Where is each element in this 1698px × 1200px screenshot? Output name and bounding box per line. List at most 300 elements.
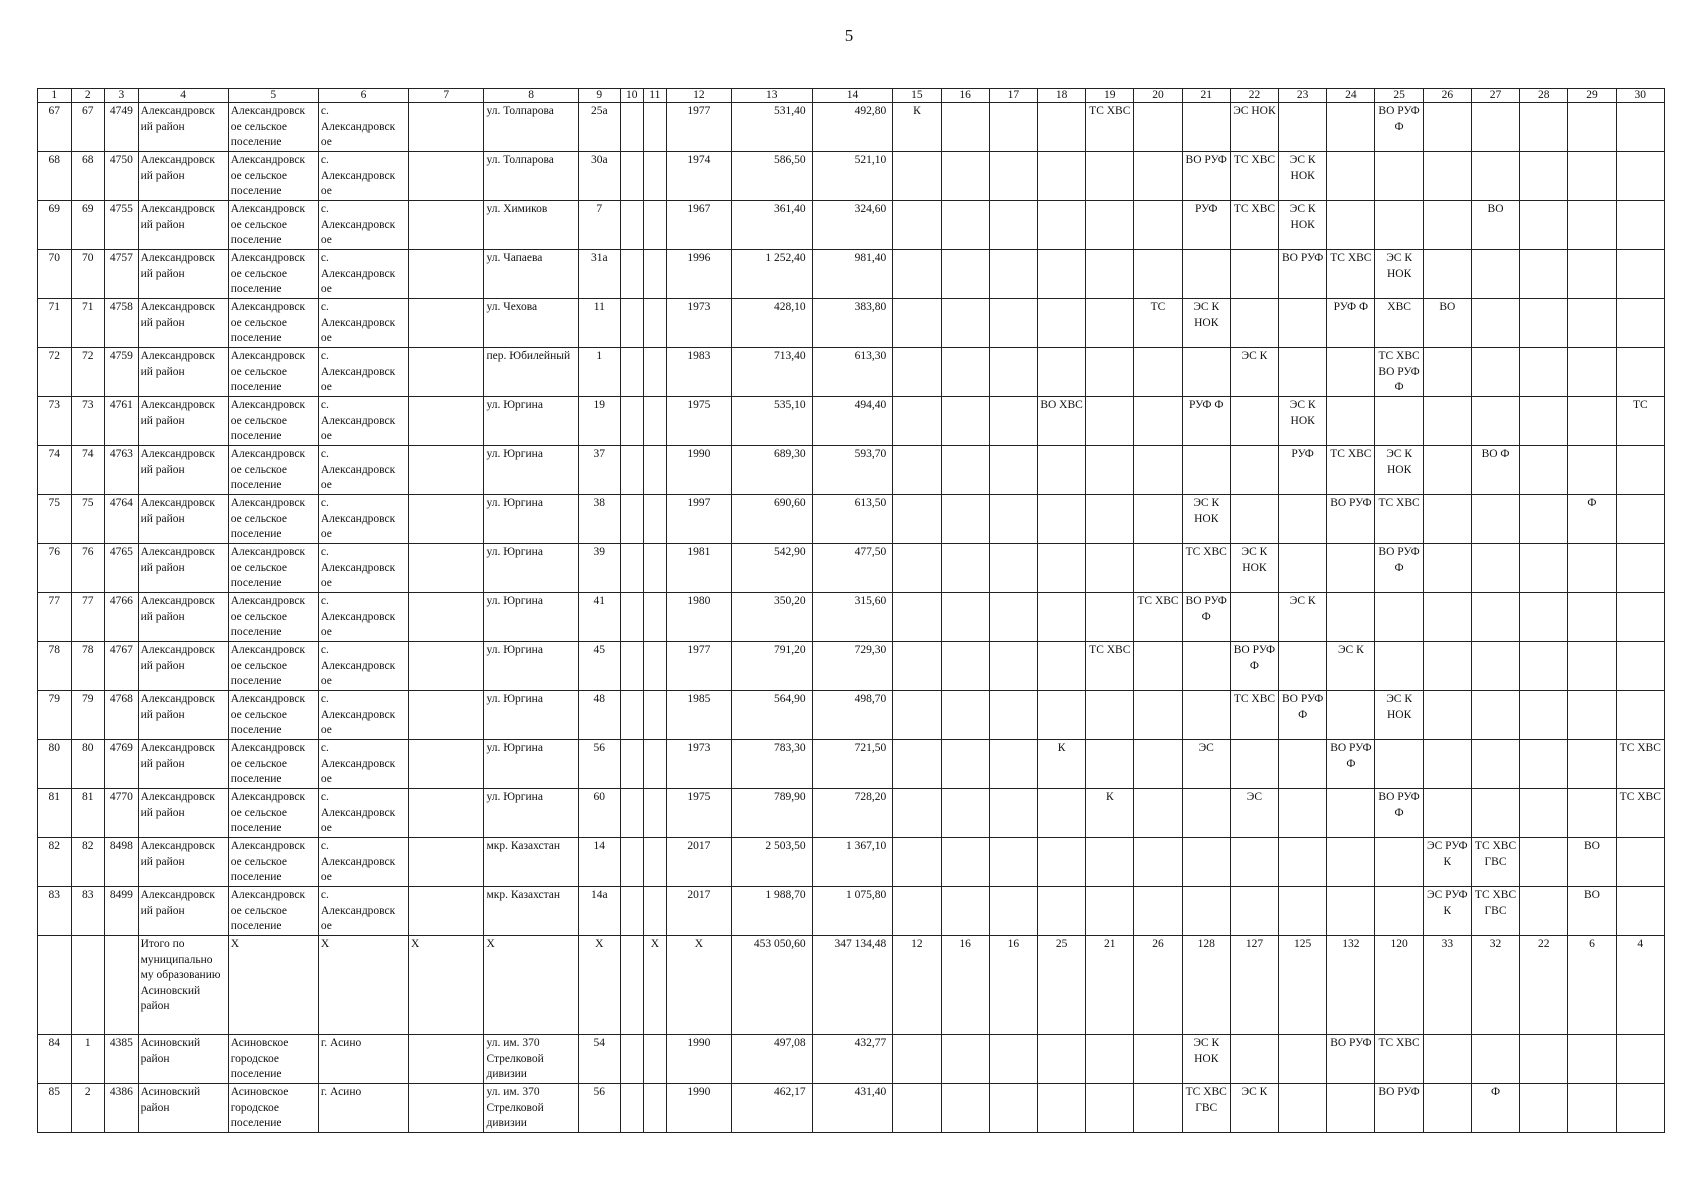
column-header-3: 3 (105, 89, 139, 103)
table-row (38, 593, 1665, 642)
table-cell-col-9: 48 (578, 691, 620, 740)
table-cell-col-19: ТС ХВС (1086, 103, 1134, 152)
table-cell-col-10 (620, 936, 643, 1035)
table-cell-col-2: 73 (71, 397, 105, 446)
table-cell-col-28 (1520, 495, 1568, 544)
table-cell-col-22: 127 (1230, 936, 1278, 1035)
table-cell-col-5: Александровск ое сельское поселение (228, 740, 318, 789)
table-cell-col-13: 1 988,70 (731, 887, 812, 936)
header-row (38, 89, 1665, 103)
table-cell-col-28 (1520, 838, 1568, 887)
table-cell-col-20 (1134, 201, 1182, 250)
table-cell-col-13: 542,90 (731, 544, 812, 593)
table-cell-col-28 (1520, 1035, 1568, 1084)
table-row (38, 1084, 1665, 1133)
table-cell-col-16 (941, 348, 989, 397)
table-cell-col-23 (1279, 642, 1327, 691)
table-cell-col-20 (1134, 691, 1182, 740)
table-cell-col-14: 383,80 (812, 299, 893, 348)
table-cell-col-23: ЭС К НОК (1279, 201, 1327, 250)
table-cell-col-23 (1279, 495, 1327, 544)
table-cell-col-20 (1134, 1035, 1182, 1084)
table-cell-col-13: 791,20 (731, 642, 812, 691)
table-cell-col-16 (941, 397, 989, 446)
column-header-10: 10 (620, 89, 643, 103)
table-cell-col-24 (1327, 544, 1375, 593)
table-cell-col-28 (1520, 446, 1568, 495)
table-cell-col-1: 82 (38, 838, 72, 887)
table-cell-col-7 (409, 348, 484, 397)
table-cell-col-16 (941, 250, 989, 299)
table-cell-col-25 (1375, 397, 1423, 446)
table-cell-col-3 (105, 936, 139, 1035)
table-cell-col-5: Асиновское городское поселение (228, 1084, 318, 1133)
table-row (38, 250, 1665, 299)
table-cell-col-23: ЭС К НОК (1279, 152, 1327, 201)
table-cell-col-14: 432,77 (812, 1035, 893, 1084)
table-cell-col-6: с. Александровск ое (318, 152, 408, 201)
table-cell-col-7 (409, 838, 484, 887)
table-cell-col-9: 56 (578, 1084, 620, 1133)
table-cell-col-14: 347 134,48 (812, 936, 893, 1035)
table-cell-col-19 (1086, 495, 1134, 544)
table-cell-col-6: с. Александровск ое (318, 789, 408, 838)
table-cell-col-30 (1616, 201, 1664, 250)
table-cell-col-8: ул. Толпарова (484, 152, 578, 201)
table-cell-col-25 (1375, 887, 1423, 936)
table-cell-col-13: 453 050,60 (731, 936, 812, 1035)
table-cell-col-8: ул. Юргина (484, 642, 578, 691)
table-cell-col-30 (1616, 446, 1664, 495)
table-cell-col-28 (1520, 1084, 1568, 1133)
column-header-24: 24 (1327, 89, 1375, 103)
table-cell-col-14: 494,40 (812, 397, 893, 446)
table-cell-col-13: 350,20 (731, 593, 812, 642)
table-cell-col-22: ЭС К (1230, 348, 1278, 397)
table-cell-col-28: 22 (1520, 936, 1568, 1035)
page-number: 5 (844, 26, 854, 45)
table-cell-col-1: 77 (38, 593, 72, 642)
table-cell-col-25: ВО РУФ Ф (1375, 544, 1423, 593)
table-cell-col-2: 70 (71, 250, 105, 299)
table-cell-col-8: ул. Юргина (484, 593, 578, 642)
table-cell-col-2: 77 (71, 593, 105, 642)
table-cell-col-13: 531,40 (731, 103, 812, 152)
table-cell-col-21: 128 (1182, 936, 1230, 1035)
table-cell-col-17 (989, 446, 1037, 495)
table-cell-col-27 (1471, 740, 1519, 789)
table-cell-col-20: ТС ХВС (1134, 593, 1182, 642)
table-cell-col-21: РУФ Ф (1182, 397, 1230, 446)
table-cell-col-13: 783,30 (731, 740, 812, 789)
table-cell-col-17 (989, 152, 1037, 201)
table-cell-col-5: Александровск ое сельское поселение (228, 397, 318, 446)
table-cell-col-30 (1616, 299, 1664, 348)
table-cell-col-20 (1134, 838, 1182, 887)
table-cell-col-17 (989, 250, 1037, 299)
table-cell-col-15 (893, 250, 941, 299)
table-cell-col-4: Александровск ий район (138, 691, 228, 740)
table-cell-col-23 (1279, 348, 1327, 397)
table-cell-col-29 (1568, 299, 1616, 348)
table-cell-col-11 (643, 495, 666, 544)
table-cell-col-23 (1279, 1035, 1327, 1084)
table-cell-col-28 (1520, 789, 1568, 838)
table-cell-col-26 (1423, 593, 1471, 642)
table-cell-col-20 (1134, 103, 1182, 152)
table-cell-col-3: 4385 (105, 1035, 139, 1084)
table-cell-col-21: РУФ (1182, 201, 1230, 250)
table-cell-col-11 (643, 642, 666, 691)
table-cell-col-3: 4765 (105, 544, 139, 593)
table-cell-col-21 (1182, 887, 1230, 936)
table-cell-col-17 (989, 1084, 1037, 1133)
table-cell-col-11 (643, 397, 666, 446)
table-cell-col-30 (1616, 103, 1664, 152)
table-cell-col-12: 2017 (666, 838, 731, 887)
table-cell-col-10 (620, 642, 643, 691)
table-cell-col-4: Асиновский район (138, 1084, 228, 1133)
table-cell-col-9: 38 (578, 495, 620, 544)
table-cell-col-8: ул. Химиков (484, 201, 578, 250)
column-header-15: 15 (893, 89, 941, 103)
table-cell-col-13: 1 252,40 (731, 250, 812, 299)
table-cell-col-27 (1471, 495, 1519, 544)
table-cell-col-29 (1568, 446, 1616, 495)
table-cell-col-9: 31а (578, 250, 620, 299)
table-cell-col-4: Александровск ий район (138, 887, 228, 936)
table-cell-col-16 (941, 789, 989, 838)
table-cell-col-20 (1134, 446, 1182, 495)
table-cell-col-5: Александровск ое сельское поселение (228, 838, 318, 887)
table-cell-col-9: 37 (578, 446, 620, 495)
table-cell-col-29: Ф (1568, 495, 1616, 544)
table-cell-col-9: 45 (578, 642, 620, 691)
table-cell-col-21 (1182, 691, 1230, 740)
table-cell-col-19 (1086, 250, 1134, 299)
table-cell-col-14: 613,50 (812, 495, 893, 544)
table-cell-col-10 (620, 397, 643, 446)
table-cell-col-24 (1327, 152, 1375, 201)
table-cell-col-14: 492,80 (812, 103, 893, 152)
table-cell-col-2: 78 (71, 642, 105, 691)
table-cell-col-4: Александровск ий район (138, 740, 228, 789)
table-row (38, 152, 1665, 201)
table-cell-col-5: Александровск ое сельское поселение (228, 152, 318, 201)
table-cell-col-18 (1037, 250, 1085, 299)
table-row (38, 740, 1665, 789)
table-cell-col-3: 4757 (105, 250, 139, 299)
table-cell-col-28 (1520, 593, 1568, 642)
table-cell-col-14: 315,60 (812, 593, 893, 642)
table-cell-col-8: ул. Чапаева (484, 250, 578, 299)
table-cell-col-25: ХВС (1375, 299, 1423, 348)
table-cell-col-26 (1423, 740, 1471, 789)
table-cell-col-29 (1568, 642, 1616, 691)
column-header-25: 25 (1375, 89, 1423, 103)
table-cell-col-11 (643, 299, 666, 348)
table-cell-col-4: Александровск ий район (138, 642, 228, 691)
table-cell-col-30: ТС ХВС (1616, 789, 1664, 838)
table-cell-col-12: 1990 (666, 1035, 731, 1084)
table-cell-col-18 (1037, 103, 1085, 152)
table-cell-col-11 (643, 789, 666, 838)
column-header-6: 6 (318, 89, 408, 103)
table-cell-col-5: Асиновское городское поселение (228, 1035, 318, 1084)
table-cell-col-21: ЭС К НОК (1182, 1035, 1230, 1084)
table-cell-col-9: 60 (578, 789, 620, 838)
table-cell-col-25 (1375, 593, 1423, 642)
table-cell-col-19 (1086, 299, 1134, 348)
table-cell-col-1: 67 (38, 103, 72, 152)
table-cell-col-19 (1086, 593, 1134, 642)
table-cell-col-13: 462,17 (731, 1084, 812, 1133)
table-cell-col-25: ВО РУФ Ф (1375, 103, 1423, 152)
table-cell-col-9: 19 (578, 397, 620, 446)
column-header-18: 18 (1037, 89, 1085, 103)
table-cell-col-21: ВО РУФ Ф (1182, 593, 1230, 642)
table-cell-col-16 (941, 201, 989, 250)
table-cell-col-29 (1568, 789, 1616, 838)
table-cell-col-11 (643, 103, 666, 152)
table-cell-col-1: 70 (38, 250, 72, 299)
table-cell-col-3: 4769 (105, 740, 139, 789)
table-cell-col-15 (893, 152, 941, 201)
table-cell-col-17 (989, 593, 1037, 642)
table-cell-col-12: 1980 (666, 593, 731, 642)
table-cell-col-15 (893, 740, 941, 789)
column-header-23: 23 (1279, 89, 1327, 103)
table-cell-col-25: ЭС К НОК (1375, 446, 1423, 495)
table-cell-col-25: ВО РУФ Ф (1375, 789, 1423, 838)
table-row (38, 103, 1665, 152)
table-cell-col-11 (643, 201, 666, 250)
table-cell-col-7: Х (409, 936, 484, 1035)
table-cell-col-16 (941, 691, 989, 740)
table-cell-col-4: Александровск ий район (138, 103, 228, 152)
table-cell-col-23 (1279, 789, 1327, 838)
table-cell-col-2: 72 (71, 348, 105, 397)
table-cell-col-1: 72 (38, 348, 72, 397)
table-cell-col-12: 1974 (666, 152, 731, 201)
table-cell-col-1: 73 (38, 397, 72, 446)
table-cell-col-26 (1423, 152, 1471, 201)
table-cell-col-23 (1279, 887, 1327, 936)
table-cell-col-13: 361,40 (731, 201, 812, 250)
table-cell-col-3: 4750 (105, 152, 139, 201)
table-cell-col-25: ЭС К НОК (1375, 691, 1423, 740)
table-cell-col-25: 120 (1375, 936, 1423, 1035)
table-cell-col-18: ВО ХВС (1037, 397, 1085, 446)
table-cell-col-28 (1520, 348, 1568, 397)
table-cell-col-22: ТС ХВС (1230, 691, 1278, 740)
table-cell-col-5: Александровск ое сельское поселение (228, 299, 318, 348)
table-cell-col-28 (1520, 691, 1568, 740)
table-cell-col-29 (1568, 152, 1616, 201)
table-cell-col-24 (1327, 789, 1375, 838)
table-cell-col-15: 12 (893, 936, 941, 1035)
table-cell-col-1: 79 (38, 691, 72, 740)
table-cell-col-21 (1182, 446, 1230, 495)
table-cell-col-10 (620, 887, 643, 936)
table-cell-col-11 (643, 1084, 666, 1133)
table-cell-col-4: Александровск ий район (138, 250, 228, 299)
table-cell-col-22: ЭС (1230, 789, 1278, 838)
table-cell-col-22: ЭС К НОК (1230, 544, 1278, 593)
table-cell-col-23: ВО РУФ Ф (1279, 691, 1327, 740)
table-cell-col-16 (941, 1035, 989, 1084)
table-cell-col-2: 68 (71, 152, 105, 201)
table-cell-col-20 (1134, 789, 1182, 838)
table-cell-col-7 (409, 201, 484, 250)
table-cell-col-10 (620, 201, 643, 250)
table-cell-col-17 (989, 691, 1037, 740)
table-cell-col-24: ЭС К (1327, 642, 1375, 691)
table-cell-col-3: 4758 (105, 299, 139, 348)
table-cell-col-26: ВО (1423, 299, 1471, 348)
column-header-13: 13 (731, 89, 812, 103)
table-cell-col-30 (1616, 691, 1664, 740)
table-cell-col-20: ТС (1134, 299, 1182, 348)
table-cell-col-23 (1279, 544, 1327, 593)
table-cell-col-6: с. Александровск ое (318, 397, 408, 446)
table-cell-col-12: 1997 (666, 495, 731, 544)
table-cell-col-11 (643, 152, 666, 201)
table-cell-col-27 (1471, 593, 1519, 642)
table-cell-col-8: ул. им. 370 Стрелковой дивизии (484, 1035, 578, 1084)
table-cell-col-23: 125 (1279, 936, 1327, 1035)
table-cell-col-27 (1471, 1035, 1519, 1084)
table-cell-col-9: 14а (578, 887, 620, 936)
table-cell-col-16 (941, 642, 989, 691)
table-cell-col-30 (1616, 495, 1664, 544)
table-cell-col-18 (1037, 495, 1085, 544)
table-cell-col-26 (1423, 544, 1471, 593)
table-cell-col-4: Асиновский район (138, 1035, 228, 1084)
table-cell-col-10 (620, 740, 643, 789)
table-cell-col-5: Александровск ое сельское поселение (228, 250, 318, 299)
table-cell-col-8: ул. Чехова (484, 299, 578, 348)
table-cell-col-30 (1616, 593, 1664, 642)
column-header-14: 14 (812, 89, 893, 103)
table-cell-col-8: ул. Толпарова (484, 103, 578, 152)
table-cell-col-13: 789,90 (731, 789, 812, 838)
table-row (38, 446, 1665, 495)
table-cell-col-26 (1423, 1084, 1471, 1133)
table-cell-col-26: ЭС РУФ К (1423, 838, 1471, 887)
table-cell-col-2: 2 (71, 1084, 105, 1133)
table-cell-col-8: ул. Юргина (484, 397, 578, 446)
table-cell-col-27: ВО (1471, 201, 1519, 250)
table-cell-col-4: Александровск ий район (138, 397, 228, 446)
table-cell-col-21 (1182, 103, 1230, 152)
table-cell-col-5: Александровск ое сельское поселение (228, 495, 318, 544)
table-cell-col-7 (409, 1084, 484, 1133)
table-cell-col-15 (893, 887, 941, 936)
table-cell-col-10 (620, 103, 643, 152)
table-cell-col-17 (989, 201, 1037, 250)
table-cell-col-24: ТС ХВС (1327, 446, 1375, 495)
table-cell-col-4: Александровск ий район (138, 446, 228, 495)
table-cell-col-11 (643, 544, 666, 593)
table-cell-col-23: РУФ (1279, 446, 1327, 495)
table-cell-col-26 (1423, 201, 1471, 250)
table-cell-col-15 (893, 544, 941, 593)
table-cell-col-25: ЭС К НОК (1375, 250, 1423, 299)
table-cell-col-5: Александровск ое сельское поселение (228, 691, 318, 740)
table-cell-col-11 (643, 838, 666, 887)
table-cell-col-27 (1471, 299, 1519, 348)
table-cell-col-26 (1423, 446, 1471, 495)
table-cell-col-17 (989, 1035, 1037, 1084)
table-cell-col-2: 71 (71, 299, 105, 348)
table-cell-col-21: ТС ХВС ГВС (1182, 1084, 1230, 1133)
table-cell-col-29 (1568, 1035, 1616, 1084)
table-cell-col-11 (643, 1035, 666, 1084)
table-cell-col-15: К (893, 103, 941, 152)
table-header (38, 89, 1665, 103)
column-header-8: 8 (484, 89, 578, 103)
table-cell-col-24: ВО РУФ Ф (1327, 740, 1375, 789)
table-cell-col-20 (1134, 495, 1182, 544)
table-cell-col-18 (1037, 201, 1085, 250)
table-cell-col-18 (1037, 789, 1085, 838)
table-cell-col-19 (1086, 446, 1134, 495)
table-cell-col-15 (893, 691, 941, 740)
table-row (38, 397, 1665, 446)
table-cell-col-18 (1037, 642, 1085, 691)
table-cell-col-19 (1086, 201, 1134, 250)
table-cell-col-24 (1327, 691, 1375, 740)
table-cell-col-18: 25 (1037, 936, 1085, 1035)
table-cell-col-19: 21 (1086, 936, 1134, 1035)
table-cell-col-29: ВО (1568, 887, 1616, 936)
table-cell-col-24: 132 (1327, 936, 1375, 1035)
table-cell-col-7 (409, 397, 484, 446)
table-cell-col-16: 16 (941, 936, 989, 1035)
table-cell-col-22 (1230, 887, 1278, 936)
table-cell-col-27 (1471, 348, 1519, 397)
table-cell-col-11 (643, 740, 666, 789)
table-cell-col-4: Александровск ий район (138, 544, 228, 593)
table-cell-col-17 (989, 348, 1037, 397)
table-body (38, 103, 1665, 1133)
table-cell-col-27 (1471, 789, 1519, 838)
table-cell-col-23 (1279, 1084, 1327, 1133)
table-cell-col-27 (1471, 544, 1519, 593)
table-cell-col-3: 8498 (105, 838, 139, 887)
table-cell-col-25: ТС ХВС (1375, 1035, 1423, 1084)
table-cell-col-8: ул. Юргина (484, 446, 578, 495)
table-cell-col-28 (1520, 544, 1568, 593)
table-cell-col-1 (38, 936, 72, 1035)
table-cell-col-26 (1423, 250, 1471, 299)
table-cell-col-13: 690,60 (731, 495, 812, 544)
table-cell-col-12: 1975 (666, 397, 731, 446)
table-cell-col-27 (1471, 691, 1519, 740)
table-cell-col-7 (409, 544, 484, 593)
column-header-9: 9 (578, 89, 620, 103)
table-cell-col-30 (1616, 348, 1664, 397)
table-cell-col-12: 1981 (666, 544, 731, 593)
column-header-5: 5 (228, 89, 318, 103)
column-header-29: 29 (1568, 89, 1616, 103)
table-cell-col-30 (1616, 1084, 1664, 1133)
table-cell-col-2: 67 (71, 103, 105, 152)
table-cell-col-12: 1975 (666, 789, 731, 838)
table-cell-col-20 (1134, 887, 1182, 936)
table-cell-col-16 (941, 495, 989, 544)
